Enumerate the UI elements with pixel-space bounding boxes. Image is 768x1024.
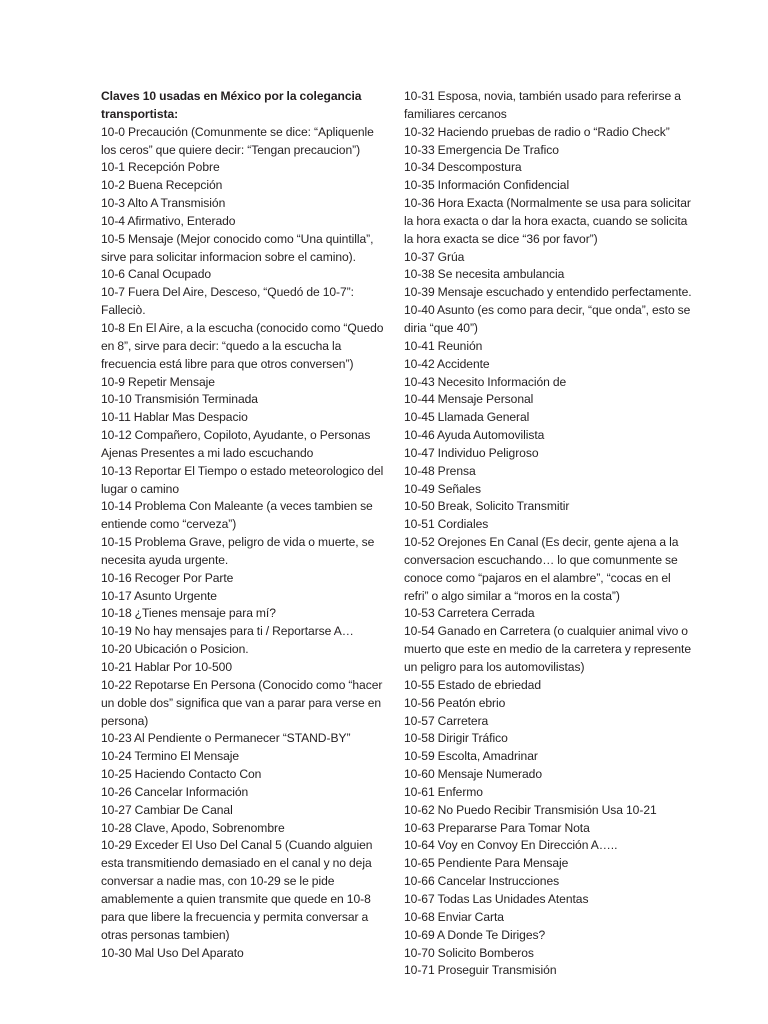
code-entry: 10-23 Al Pendiente o Permanecer “STAND-BY” (101, 731, 351, 746)
code-entry: 10-21 Hablar Por 10-500 (101, 660, 232, 674)
code-entry: 10-18 ¿Tienes mensaje para mí? (101, 606, 276, 621)
document-body (101, 88, 701, 980)
code-entry: 10-47 Individuo Peligroso (404, 445, 539, 460)
code-entry: 10-36 Hora Exacta (Normalmente se usa para solicitar la hora exacta o dar la hora exacta, cuando se solicita la hora exacta se dice “36 por favor”) (404, 196, 694, 246)
right-column-entries (404, 88, 695, 980)
code-entry: 10-71 Proseguir Transmisión (404, 963, 557, 978)
code-entry: 10-59 Escolta, Amadrinar (404, 749, 538, 764)
code-entry: 10-20 Ubicación o Posicion. (101, 642, 249, 657)
code-entry: 10-3 Alto A Transmisión (101, 196, 226, 211)
code-entry: 10-52 Orejones En Canal (Es decir, gente ajena a la conversacion escuchando… lo que comunmente se conoce como “pajaros en el alambre”, “cocas en el refri” o algo similar a “moros en la costa”) (404, 535, 682, 603)
code-entry: 10-9 Repetir Mensaje (101, 374, 215, 389)
right-column (404, 88, 695, 980)
code-entry: 10-46 Ayuda Automovilista (404, 428, 545, 443)
code-entry: 10-6 Canal Ocupado (101, 267, 212, 282)
code-entry: 10-1 Recepción Pobre (101, 160, 220, 175)
document-title: Claves 10 usadas en México por la colegancia transportista: (101, 89, 365, 121)
left-column (101, 88, 389, 962)
code-entry: 10-57 Carretera (404, 713, 489, 728)
code-entry: 10-69 A Donde Te Diriges? (404, 927, 546, 942)
code-entry: 10-7 Fuera Del Aire, Desceso, “Quedó de 10-7”: Falleciò. (101, 285, 358, 318)
code-entry: 10-30 Mal Uso Del Aparato (101, 945, 244, 960)
code-entry: 10-45 Llamada General (404, 410, 530, 425)
code-entry: 10-27 Cambiar De Canal (101, 802, 233, 817)
code-entry: 10-41 Reunión (404, 338, 483, 353)
code-entry: 10-24 Termino El Mensaje (101, 749, 240, 764)
code-entry: 10-64 Voy en Convoy En Dirección A….. (404, 838, 618, 853)
code-entry: 10-56 Peatón ebrio (404, 695, 506, 710)
code-entry: 10-55 Estado de ebriedad (404, 677, 541, 692)
code-entry: 10-5 Mensaje (Mejor conocido como “Una quintilla”, sirve para solicitar informacion sobre el camino). (101, 231, 377, 264)
code-entry: 10-58 Dirigir Tráfico (404, 731, 508, 746)
code-entry: 10-40 Asunto (es como para decir, “que onda”, esto se diria “que 40”) (404, 303, 694, 335)
code-entry: 10-65 Pendiente Para Mensaje (404, 856, 569, 871)
code-entry: 10-66 Cancelar Instrucciones (404, 874, 560, 889)
code-entry: 10-37 Grúa (404, 249, 465, 264)
code-entry: 10-13 Reportar El Tiempo o estado meteorologico del lugar o camino (101, 463, 387, 496)
code-entry: 10-62 No Puedo Recibir Transmisión Usa 10-21 (404, 802, 657, 817)
code-entry: 10-39 Mensaje escuchado y entendido perfectamente. (404, 285, 692, 300)
code-entry: 10-17 Asunto Urgente (101, 588, 217, 603)
code-entry: 10-42 Accidente (404, 356, 490, 371)
code-entry: 10-34 Descompostura (404, 160, 522, 175)
code-entry: 10-63 Prepararse Para Tomar Nota (404, 820, 590, 835)
code-entry: 10-35 Información Confidencial (404, 178, 570, 193)
code-entry: 10-12 Compañero, Copiloto, Ayudante, o Personas Ajenas Presentes a mi lado escuchando (101, 428, 373, 460)
code-entry: 10-48 Prensa (404, 463, 476, 478)
code-entry: 10-10 Transmisión Terminada (101, 392, 258, 407)
code-entry: 10-0 Precaución (Comunmente se dice: “Apliquenle los ceros” que quiere decir: “Tengan precaucion”) (101, 124, 377, 157)
code-entry: 10-16 Recoger Por Parte (101, 570, 234, 585)
code-entry: 10-33 Emergencia De Trafico (404, 142, 559, 157)
code-entry: 10-15 Problema Grave, peligro de vida o muerte, se necesita ayuda urgente. (101, 535, 378, 567)
code-entry: 10-31 Esposa, novia, también usado para referirse a familiares cercanos (404, 89, 684, 121)
code-entry: 10-11 Hablar Mas Despacio (101, 410, 248, 425)
code-entry: 10-61 Enfermo (404, 784, 483, 799)
code-entry: 10-50 Break, Solicito Transmitir (404, 499, 570, 514)
code-entry: 10-8 En El Aire, a la escucha (conocido como “Quedo en 8”, sirve para decir: “quedo a la escucha la frecuencia está libre para que otros conversen”) (101, 320, 387, 371)
code-entry: 10-60 Mensaje Numerado (404, 767, 543, 782)
code-entry: 10-67 Todas Las Unidades Atentas (404, 891, 589, 906)
code-entry: 10-51 Cordiales (404, 517, 489, 532)
code-entry: 10-43 Necesito Información de (404, 374, 567, 389)
code-entry: 10-38 Se necesita ambulancia (404, 267, 565, 282)
code-entry: 10-29 Exceder El Uso Del Canal 5 (Cuando alguien esta transmitiendo demasiado en el canal y no deja conversar a nadie mas, con 10-29 se le pide amablemente a quien transmite que quede en 10-8 para que libere la frecuencia y permita conversar a otras personas tambien) (101, 838, 376, 942)
code-entry: 10-44 Mensaje Personal (404, 392, 534, 407)
code-entry: 10-68 Enviar Carta (404, 909, 504, 924)
code-entry: 10-54 Ganado en Carretera (o cualquier animal vivo o muerto que este en medio de la carretera y represente un peligro para los automovilistas) (404, 624, 695, 674)
code-entry: 10-70 Solicito Bomberos (404, 945, 534, 960)
code-entry: 10-25 Haciendo Contacto Con (101, 767, 262, 782)
code-entry: 10-32 Haciendo pruebas de radio o “Radio Check” (404, 124, 670, 139)
code-entry: 10-28 Clave, Apodo, Sobrenombre (101, 820, 285, 835)
code-entry: 10-53 Carretera Cerrada (404, 606, 535, 621)
code-entry: 10-4 Afirmativo, Enterado (101, 213, 236, 228)
code-entry: 10-19 No hay mensajes para ti / Reportarse A… (101, 624, 354, 639)
code-entry: 10-26 Cancelar Información (101, 784, 249, 799)
code-entry: 10-22 Repotarse En Persona (Conocido como “hacer un doble dos” significa que van a parar para verse en persona) (101, 677, 386, 728)
code-entry: 10-14 Problema Con Maleante (a veces tambien se entiende como “cerveza”) (101, 499, 376, 532)
left-column-entries (101, 124, 389, 963)
code-entry: 10-2 Buena Recepción (101, 178, 223, 193)
code-entry: 10-49 Señales (404, 481, 481, 496)
